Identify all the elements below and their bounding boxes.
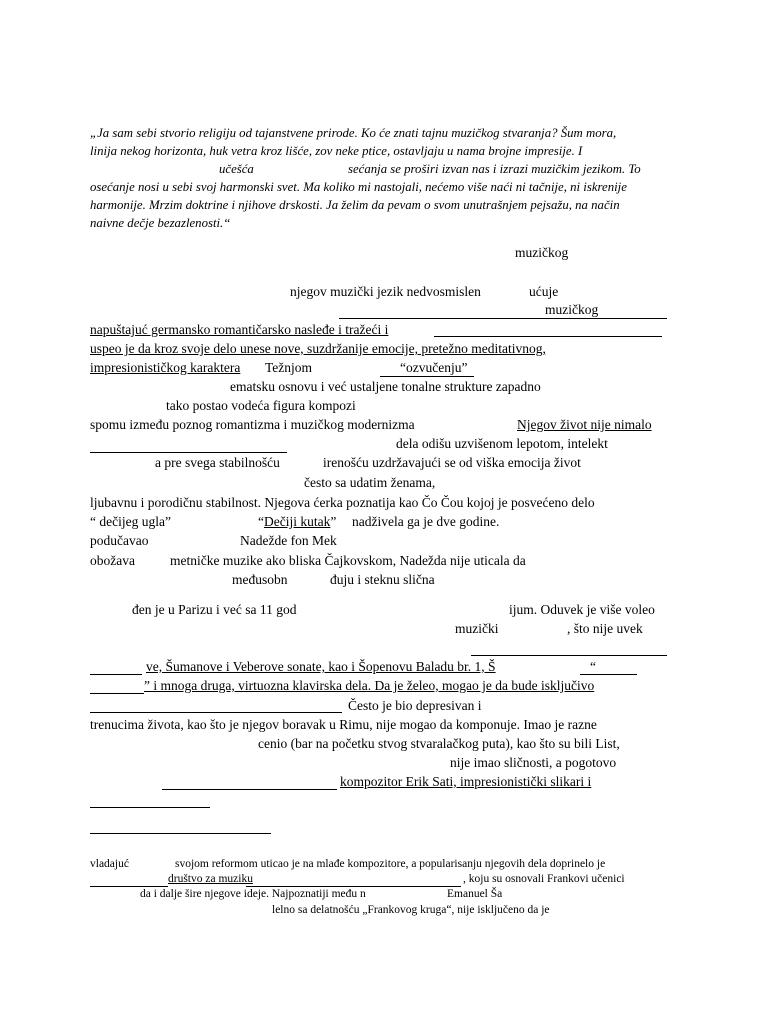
underline-rule: [380, 376, 474, 377]
body-line-18a: đen je u Parizu i već sa 11 god: [132, 602, 297, 617]
body-line-6b: Težnjom: [265, 360, 313, 375]
body-line-19a: muzički: [455, 621, 499, 636]
body-line-10: dela odišu uzvišenom lepotom, intelekt: [396, 436, 608, 451]
body-line-8: tako postao vodeća figura kompozi: [166, 398, 356, 413]
quote-line-1: „Ja sam sebi stvorio religiju od tajanstvene prirode. Ko će znati tajnu muzičkog stvaranja? Šum mora,: [90, 126, 617, 140]
body-line-11b: irenošću uzdržavajući se od viška emocija život: [323, 455, 581, 470]
body-line-23: trenucima života, kao što je njegov boravak u Rimu, nije mogao da komponuje. Imao je razne: [90, 717, 597, 732]
body-line-21: ” i mnoga druga, virtuozna klavirska dela. Da je želeo, mogao je da bude isključivo: [144, 678, 595, 693]
body-line-24: cenio (bar na početku stvog stvaralačkog puta), kao što su bili List,: [258, 736, 620, 751]
body-line-15a: podučavao: [90, 533, 149, 548]
underline-rule: [162, 789, 337, 790]
body-line-17a: međusobn: [232, 572, 288, 587]
body-line-12: često sa udatim ženama,: [304, 475, 436, 490]
body-line-17b: đuju i steknu slična: [330, 572, 435, 587]
quote-line-6: naivne dečje bezazlenosti.“: [90, 216, 231, 230]
quote-line-2: linija nekog horizonta, huk vetra kroz lišće, zov neke ptice, ostavljaju u nama brojne impresije. I: [90, 144, 583, 158]
underline-rule: [580, 674, 637, 675]
underline-rule: [434, 336, 662, 337]
underline-rule: [339, 318, 667, 319]
underline-rule: [471, 655, 667, 656]
body-line-20a: ve, Šumanove i Veberove sonate, kao i Šopenovu Baladu br. 1, Š: [146, 659, 496, 674]
footer-line-2b: , koju su osnovali Frankovi učenici: [463, 873, 625, 885]
body-line-15b: Nadežde fon Mek: [240, 533, 337, 548]
quote-line-3b: sećanja se proširi izvan nas i izrazi muzičkim jezikom. To: [348, 162, 641, 176]
underline-rule: [90, 712, 342, 713]
body-line-14b: “Dečiji kutak”: [258, 514, 337, 529]
body-line-25: nije imao sličnosti, a pogotovo: [450, 755, 617, 770]
body-line-9a: spomu između poznog romantizma i muzičkog modernizma: [90, 417, 415, 432]
body-line-18b: ijum. Oduvek je više voleo: [509, 602, 655, 617]
footer-line-1b: svojom reformom uticao je na mlađe kompozitore, a popularisanju njegovih dela doprinelo je: [175, 858, 606, 870]
body-line-14a: “ dečijeg ugla”: [90, 514, 171, 529]
footer-line-4: lelno sa delatnošću „Frankovog kruga“, nije isključeno da je: [272, 904, 550, 916]
decji-kutak-title: Dečiji kutak: [264, 514, 331, 529]
footer-line-3b: Emanuel Ša: [447, 888, 503, 900]
quote-line-3a: učešća: [219, 162, 254, 176]
body-line-3: muzičkog: [545, 302, 599, 317]
body-line-14c: nadživela ga je dve godine.: [352, 514, 500, 529]
footer-line-3a: da i dalje šire njegove ideje. Najpoznatiji među n: [140, 888, 366, 900]
body-line-1: muzičkog: [515, 245, 569, 260]
underline-rule: [90, 807, 210, 808]
underline-rule: [90, 674, 142, 675]
body-line-6c: “ozvučenju”: [400, 360, 468, 375]
body-line-16b: metničke muzike ako bliska Čajkovskom, Nadežda nije uticala da: [170, 553, 526, 568]
body-line-26: kompozitor Erik Sati, impresionistički slikari i: [340, 774, 592, 789]
body-line-13: ljubavnu i porodičnu stabilnost. Njegova ćerka poznatija kao Čo Čou kojoj je posvećeno delo: [90, 495, 595, 510]
body-line-7: ematsku osnovu i već ustaljene tonalne strukture zapadno: [230, 379, 541, 394]
body-line-2b: ućuje: [529, 284, 559, 299]
underline-rule: [90, 833, 271, 834]
body-line-20b: “: [590, 659, 596, 674]
body-line-5: uspeo je da kroz svoje delo unese nove, suzdržanije emocije, pretežno meditativnog,: [90, 341, 546, 356]
footer-line-2a: društvo za muziku: [168, 873, 253, 885]
underline-rule: [90, 693, 144, 694]
underline-rule: [90, 452, 287, 453]
body-line-11a: a pre svega stabilnošću: [155, 455, 280, 470]
body-line-19b: , što nije uvek: [567, 621, 643, 636]
body-line-16a: obožava: [90, 553, 135, 568]
body-line-2a: njegov muzički jezik nedvosmislen: [290, 284, 481, 299]
body-line-6a: impresionističkog karaktera: [90, 360, 241, 375]
body-line-4: napuštajuć germansko romantičarsko nasleđe i tražeći i: [90, 322, 389, 337]
quote-line-4: osećanje nosi u sebi svoj harmonski svet. Ma koliko mi nastojali, nećemo više naći ni tačnije, ni iskrenije: [90, 180, 627, 194]
body-line-22: Često je bio depresivan i: [348, 698, 482, 713]
body-line-9b: Njegov život nije nimalo: [517, 417, 652, 432]
footer-line-1a: vladajuć: [90, 858, 129, 870]
quote-line-5: harmonije. Mrzim doktrine i njihove drskosti. Ja želim da pevam o svom unutrašnjem pejsažu, na način: [90, 198, 620, 212]
